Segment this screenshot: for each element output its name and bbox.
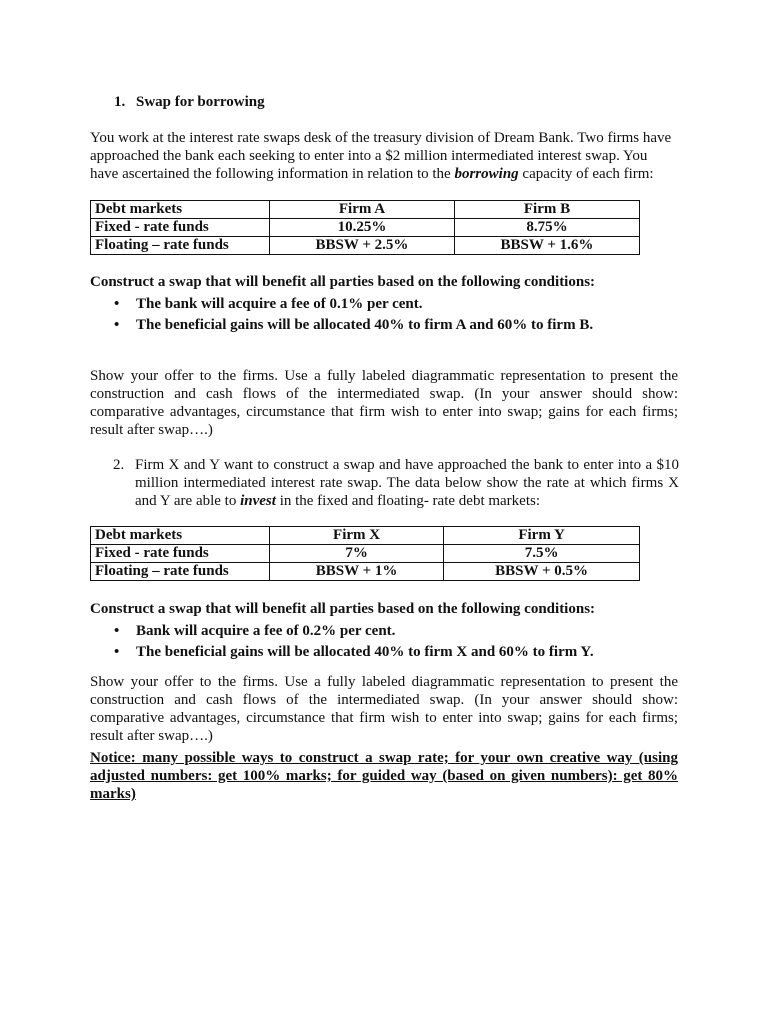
table-header-cell: Firm Y xyxy=(444,527,640,545)
intro-text: You work at the interest rate swaps desk of the treasury division of Dream Bank. Two firms have approached the bank each seeking to enter into a $2 million intermediated interest swap. You have ascertained the following information in relation to the xyxy=(90,130,672,182)
conditions-list xyxy=(90,621,678,663)
table-row xyxy=(91,563,640,581)
question-1-instructions: Show your offer to the firms. Use a fully labeled diagrammatic representation to present the construction and cash flows of the intermediated swap. (In your answer should show: comparative advantages, circumstance that firm wish to enter into swap; gains for each firms; result after swap….) xyxy=(90,368,678,438)
list-item: • Bank will acquire a fee of 0.2% per cent. xyxy=(90,621,678,642)
list-item: • The beneficial gains will be allocated 40% to firm A and 60% to firm B. xyxy=(90,315,678,336)
intro-text-end: in the fixed and floating- rate debt markets: xyxy=(275,493,541,509)
question-1-conditions xyxy=(90,273,678,336)
list-item: • The bank will acquire a fee of 0.1% per cent. xyxy=(90,294,678,315)
question-1-number: 1. xyxy=(114,94,126,110)
table-cell: BBSW + 1.6% xyxy=(455,237,640,255)
intro-emphasis: invest xyxy=(240,493,276,509)
table-header-cell: Firm B xyxy=(455,201,640,219)
table-header-cell: Debt markets xyxy=(91,527,270,545)
table-row xyxy=(91,545,640,563)
table-cell: BBSW + 0.5% xyxy=(444,563,640,581)
table-cell: Floating – rate funds xyxy=(91,563,270,581)
question-1-heading xyxy=(114,93,702,111)
table-cell: 8.75% xyxy=(455,219,640,237)
conditions-title: Construct a swap that will benefit all parties based on the following conditions: xyxy=(90,601,596,617)
question-2-intro xyxy=(113,456,679,510)
table-header-cell: Firm X xyxy=(270,527,444,545)
table-row xyxy=(91,219,640,237)
question-1-title: Swap for borrowing xyxy=(136,94,265,110)
table-cell: Floating – rate funds xyxy=(91,237,270,255)
table-row xyxy=(91,237,640,255)
question-2-instructions: Show your offer to the firms. Use a fully labeled diagrammatic representation to present the construction and cash flows of the intermediated swap. (In your answer should show: comparative advantages, circumstance that firm wish to enter into swap; gains for each firms; result after swap….) xyxy=(90,674,678,744)
table-header-row xyxy=(91,527,640,545)
table-cell: Fixed - rate funds xyxy=(91,545,270,563)
table-cell: BBSW + 2.5% xyxy=(270,237,455,255)
table-header-cell: Debt markets xyxy=(91,201,270,219)
firm-xy-rates-table xyxy=(90,526,640,581)
notice-text: Notice: many possible ways to construct a swap rate; for your own creative way (using adjusted numbers: get 100% marks; for guided way (based on given numbers): get 80% marks) xyxy=(90,750,678,802)
question-2-number: 2. xyxy=(113,457,125,473)
question-2-text xyxy=(135,456,679,510)
question-1-intro xyxy=(90,129,678,183)
question-2-conditions xyxy=(90,600,678,663)
intro-emphasis: borrowing xyxy=(454,166,519,182)
intro-text-end: capacity of each firm: xyxy=(518,166,654,182)
conditions-list xyxy=(90,294,678,336)
table-header-row xyxy=(91,201,640,219)
table-cell: BBSW + 1% xyxy=(270,563,444,581)
conditions-title: Construct a swap that will benefit all parties based on the following conditions: xyxy=(90,274,596,290)
table-cell: Fixed - rate funds xyxy=(91,219,270,237)
table-cell: 7% xyxy=(270,545,444,563)
firm-ab-rates-table xyxy=(90,200,640,255)
table-cell: 7.5% xyxy=(444,545,640,563)
table-header-cell: Firm A xyxy=(270,201,455,219)
table-cell: 10.25% xyxy=(270,219,455,237)
list-item: • The beneficial gains will be allocated 40% to firm X and 60% to firm Y. xyxy=(90,642,678,663)
intro-text: Firm X and Y want to construct a swap and have approached the bank to enter into a $10 million intermediated interest rate swap. The data below show the rate at which firms X and Y are able to xyxy=(135,457,679,509)
